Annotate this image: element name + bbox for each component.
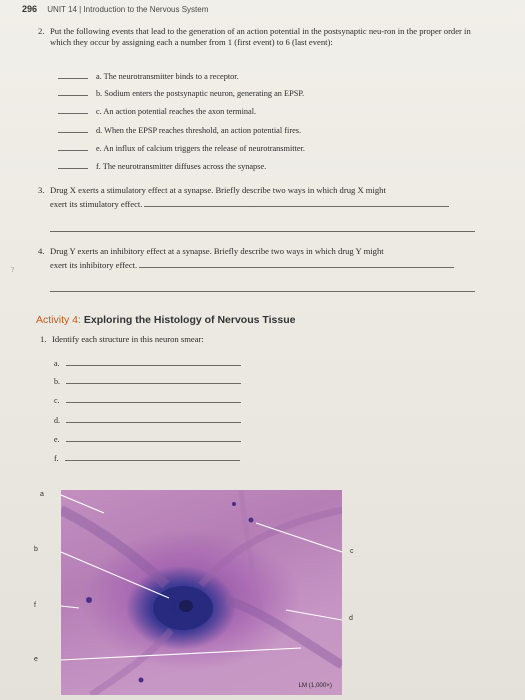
identify-row-d <box>54 415 241 426</box>
item-text: b. Sodium enters the postsynaptic neuron, generating an EPSP. <box>96 89 305 98</box>
identify-row-a <box>54 358 241 369</box>
glial-nucleus <box>86 597 92 603</box>
order-item-f <box>58 160 266 172</box>
answer-line[interactable] <box>50 291 475 292</box>
running-title: UNIT 14 | Introduction to the Nervous System <box>47 5 209 14</box>
question-number: 1. <box>40 334 47 344</box>
row-letter: f. <box>54 454 59 463</box>
answer-line[interactable] <box>144 198 449 207</box>
answer-line[interactable] <box>66 415 241 423</box>
micrograph-drawing <box>61 490 342 695</box>
margin-mark: ? <box>11 266 15 274</box>
question-prompt: Put the following events that lead to the generation of an action potential in the postsynaptic neu-ron in the proper order in which they occur by assigning each a number from 1 (first event) to 6 (last event): <box>50 26 471 47</box>
leader-line-f <box>61 606 79 608</box>
answer-line[interactable] <box>65 453 240 461</box>
activity-label: Activity 4: <box>36 314 81 326</box>
row-letter: a. <box>54 359 60 368</box>
question-number: 4. <box>38 246 45 256</box>
glial-nucleus <box>139 678 144 683</box>
nucleolus <box>179 600 193 612</box>
item-text: f. The neurotransmitter diffuses across the synapse. <box>96 162 267 171</box>
figure-label-c: c <box>350 548 354 555</box>
question-line-1: Drug Y exerts an inhibitory effect at a synapse. Briefly describe two ways in which drug Y might <box>50 246 384 256</box>
order-item-c <box>58 105 256 117</box>
neuron-process <box>201 510 342 585</box>
identify-row-f <box>54 453 240 464</box>
question-3 <box>38 185 483 210</box>
answer-line[interactable] <box>139 259 454 268</box>
answer-blank[interactable] <box>58 124 88 133</box>
answer-line[interactable] <box>66 376 241 384</box>
item-text: d. When the EPSP reaches threshold, an action potential fires. <box>96 126 302 135</box>
item-text: a. The neurotransmitter binds to a receptor. <box>96 72 239 81</box>
question-prompt: Identify each structure in this neuron smear: <box>52 334 204 344</box>
leader-line-c <box>256 523 342 552</box>
answer-line[interactable] <box>66 395 241 403</box>
row-letter: b. <box>54 377 60 386</box>
figure-label-e: e <box>34 656 38 663</box>
order-item-a <box>58 70 239 82</box>
leader-line-d <box>286 610 342 620</box>
figure-label-f: f <box>34 602 36 609</box>
answer-blank[interactable] <box>58 105 88 114</box>
order-item-d <box>58 124 301 136</box>
activity-question-1 <box>40 334 340 345</box>
question-number: 2. <box>38 26 45 36</box>
neuron-process <box>226 600 342 665</box>
question-line-2-row <box>50 198 483 210</box>
order-item-e <box>58 142 305 154</box>
answer-blank[interactable] <box>58 70 88 79</box>
magnification-label: LM (1,000×) <box>298 682 332 689</box>
answer-line[interactable] <box>50 231 475 232</box>
glial-nucleus <box>232 502 236 506</box>
question-line-2-row <box>50 259 483 271</box>
leader-line-e <box>61 648 301 660</box>
page-number: 296 <box>22 4 38 14</box>
item-text: c. An action potential reaches the axon terminal. <box>96 107 257 116</box>
question-line-2: exert its inhibitory effect. <box>50 260 138 270</box>
item-text: e. An influx of calcium triggers the release of neurotransmitter. <box>96 144 305 153</box>
identify-row-c <box>54 395 241 406</box>
glial-nucleus <box>249 518 254 523</box>
answer-blank[interactable] <box>58 160 88 169</box>
question-2 <box>38 26 483 48</box>
question-number: 3. <box>38 185 45 195</box>
question-line-1: Drug X exerts a stimulatory effect at a synapse. Briefly describe two ways in which drug X might <box>50 185 386 195</box>
question-line-2: exert its stimulatory effect. <box>50 199 143 209</box>
identify-row-e <box>54 434 241 445</box>
neuron-process <box>61 510 166 585</box>
figure-label-d: d <box>349 615 353 622</box>
order-item-b <box>58 87 304 99</box>
identify-row-b <box>54 376 241 387</box>
answer-blank[interactable] <box>58 142 88 151</box>
neuron-process <box>91 630 171 695</box>
row-letter: d. <box>54 416 60 425</box>
activity-heading <box>36 314 295 326</box>
row-letter: c. <box>54 396 60 405</box>
row-letter: e. <box>54 435 60 444</box>
answer-blank[interactable] <box>58 87 88 96</box>
question-4 <box>38 246 483 271</box>
neuron-smear-micrograph <box>61 490 342 695</box>
figure-label-a: a <box>40 491 44 498</box>
answer-line[interactable] <box>66 358 241 366</box>
page-header <box>22 4 208 14</box>
figure-label-b: b <box>34 546 38 553</box>
answer-line[interactable] <box>66 434 241 442</box>
activity-title: Exploring the Histology of Nervous Tissue <box>83 314 296 326</box>
